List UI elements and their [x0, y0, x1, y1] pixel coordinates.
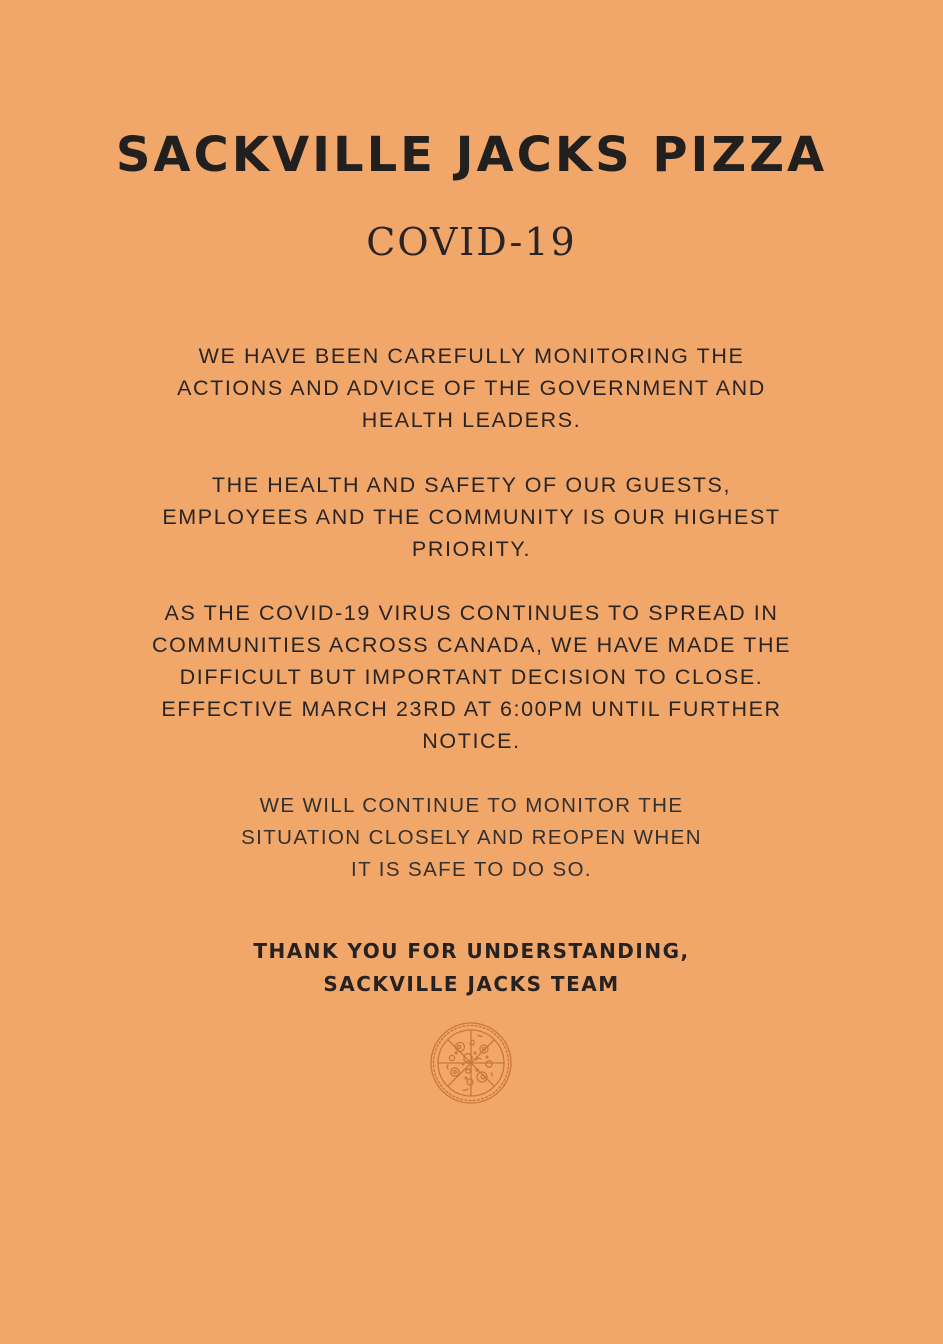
paragraph-line: EMPLOYEES AND THE COMMUNITY IS OUR HIGHEST — [162, 505, 781, 529]
paragraph-line: WE HAVE BEEN CAREFULLY MONITORING THE — [198, 344, 745, 368]
paragraph-line: PRIORITY. — [411, 537, 532, 561]
paragraph-line: ACTIONS AND ADVICE OF THE GOVERNMENT AND — [177, 376, 766, 400]
paragraph-line: IT IS SAFE TO DO SO. — [350, 858, 593, 881]
paragraph-closure — [0, 597, 943, 757]
paragraph-health-safety — [0, 469, 943, 565]
paragraph-line: WE WILL CONTINUE TO MONITOR THE — [259, 794, 684, 817]
paragraph-line: DIFFICULT BUT IMPORTANT DECISION TO CLOSE. — [179, 665, 764, 689]
paragraph-monitoring — [0, 340, 943, 436]
paragraph-line: HEALTH LEADERS. — [361, 408, 582, 432]
paragraph-line: AS THE COVID-19 VIRUS CONTINUES TO SPREAD IN — [164, 601, 779, 625]
paragraph-line: THE HEALTH AND SAFETY OF OUR GUESTS, — [211, 473, 732, 497]
paragraph-line: NOTICE. — [422, 729, 521, 753]
signoff — [0, 935, 943, 1001]
signoff-line: THANK YOU FOR UNDERSTANDING, — [253, 939, 690, 963]
page-title: SACKVILLE JACKS PIZZA — [115, 127, 828, 183]
paragraph-line: COMMUNITIES ACROSS CANADA, WE HAVE MADE THE — [151, 633, 792, 657]
notice-subtitle: COVID-19 — [366, 220, 577, 264]
pizza-icon — [428, 1020, 514, 1106]
paragraph-line: SITUATION CLOSELY AND REOPEN WHEN — [241, 826, 702, 849]
paragraph-reopen — [0, 790, 943, 886]
signoff-line: SACKVILLE JACKS TEAM — [323, 972, 620, 996]
paragraph-line: EFFECTIVE MARCH 23RD AT 6:00PM UNTIL FURTHER — [161, 697, 782, 721]
